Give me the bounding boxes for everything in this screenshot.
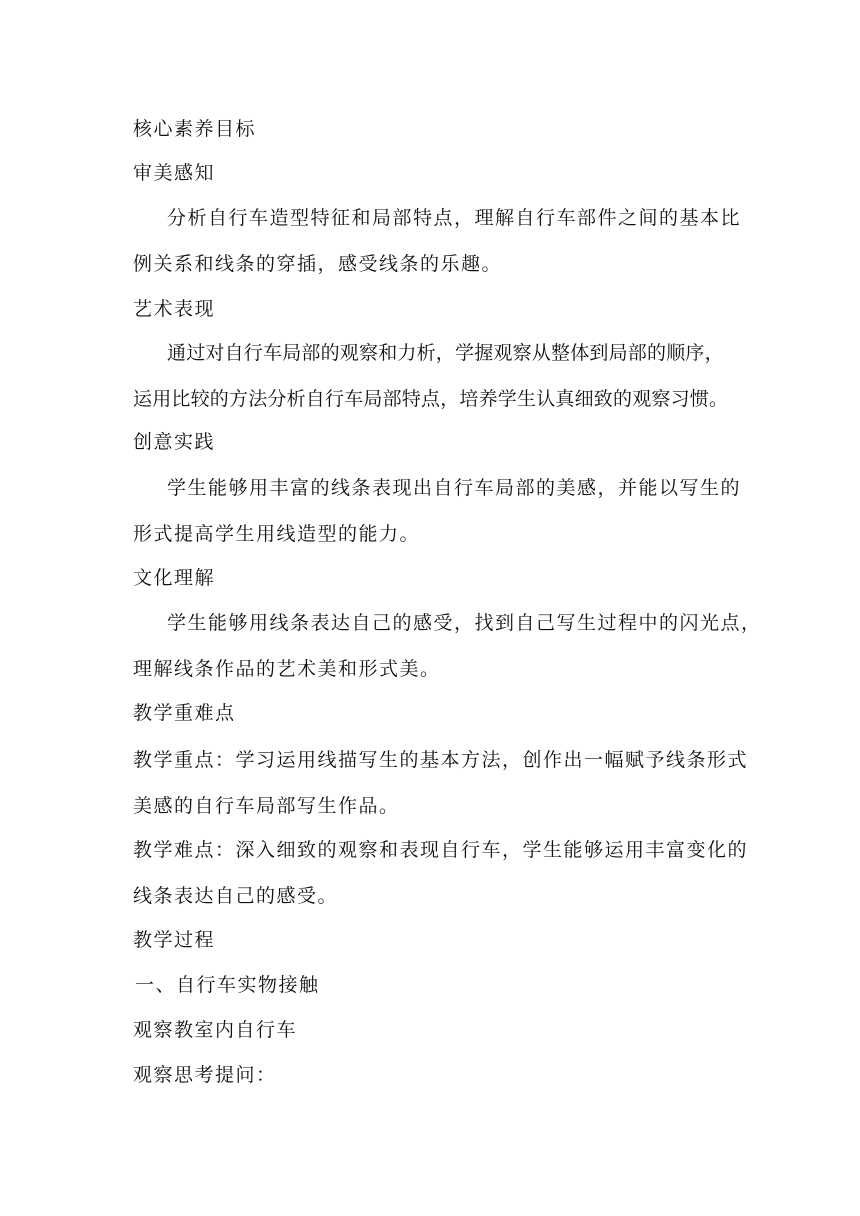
paragraph-art xyxy=(133,330,753,422)
paragraph-line: 分析自行车造型特征和局部特点，理解自行车部件之间的基本比 xyxy=(167,207,742,229)
paragraph-creative xyxy=(133,465,753,557)
step-one-title: 一、自行车实物接触 xyxy=(135,974,320,996)
heading-core-goals: 核心素养目标 xyxy=(133,118,257,140)
heading-key-points: 教学重难点 xyxy=(133,702,236,724)
paragraph-line: 形式提高学生用线造型的能力。 xyxy=(133,523,421,545)
observe-line: 观察教室内自行车 xyxy=(133,1019,298,1041)
heading-culture: 文化理解 xyxy=(133,567,216,589)
heading-process: 教学过程 xyxy=(133,929,216,951)
heading-creative: 创意实践 xyxy=(133,431,216,453)
question-line: 观察思考提问： xyxy=(133,1064,277,1086)
paragraph-line: 学生能够用线条表达自己的感受，找到自己写生过程中的闪光点， xyxy=(167,612,762,634)
paragraph-line: 例关系和线条的穿插，感受线条的乐趣。 xyxy=(133,253,503,275)
paragraph-line: 运用比较的方法分析自行车局部特点，培养学生认真细致的观察习惯。 xyxy=(133,388,729,410)
paragraph-aesthetic xyxy=(133,195,753,287)
heading-aesthetic: 审美感知 xyxy=(133,162,216,184)
key-point-line: 教学重点：学习运用线描写生的基本方法，创作出一幅赋予线条形式 xyxy=(133,749,749,771)
paragraph-line: 通过对自行车局部的观察和力析，学握观察从整体到局部的顺序， xyxy=(167,342,724,364)
paragraph-line: 理解线条作品的艺术美和形式美。 xyxy=(133,658,441,680)
key-point-line: 美感的自行车局部写生作品。 xyxy=(133,795,400,817)
difficulty-line: 线条表达自己的感受。 xyxy=(133,885,339,907)
paragraph-culture xyxy=(133,600,762,692)
heading-art: 艺术表现 xyxy=(133,298,216,320)
difficulty-line: 教学难点：深入细致的观察和表现自行车，学生能够运用丰富变化的 xyxy=(133,839,749,861)
paragraph-line: 学生能够用丰富的线条表现出自行车局部的美感，并能以写生的 xyxy=(167,477,742,499)
